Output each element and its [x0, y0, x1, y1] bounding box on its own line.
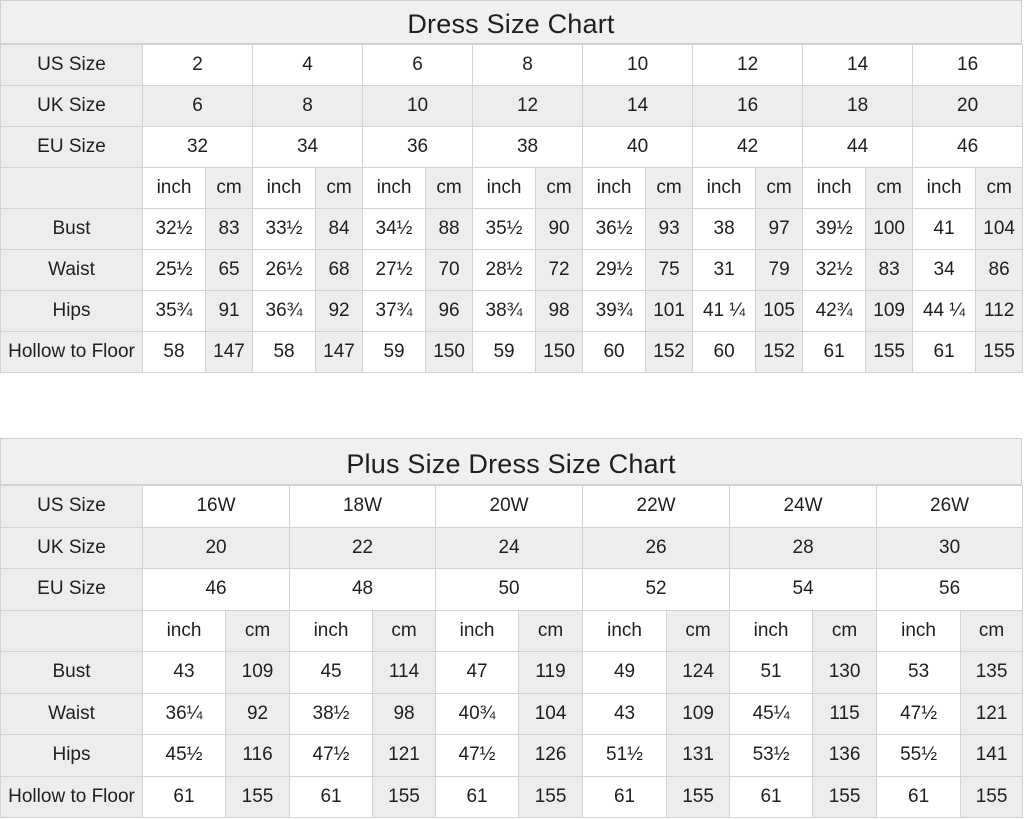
unit-inch-header: inch: [143, 610, 226, 652]
cm-value-cell: 126: [519, 735, 583, 777]
inch-value-cell: 27½: [363, 250, 426, 291]
size-cell: 50: [436, 569, 583, 611]
cm-value-cell: 121: [961, 693, 1023, 735]
inch-value-cell: 47½: [290, 735, 373, 777]
inch-value-cell: 43: [583, 693, 667, 735]
inch-value-cell: 60: [693, 332, 756, 373]
cm-value-cell: 109: [226, 652, 290, 694]
inch-value-cell: 45¼: [730, 693, 813, 735]
cm-value-cell: 79: [756, 250, 803, 291]
row-label: Hips: [1, 291, 143, 332]
size-cell: 16: [693, 86, 803, 127]
size-cell: 48: [290, 569, 436, 611]
inch-value-cell: 36½: [583, 209, 646, 250]
chart-title: Plus Size Dress Size Chart: [0, 438, 1022, 485]
unit-inch-header: inch: [290, 610, 373, 652]
measurement-row: [1, 735, 1023, 777]
cm-value-cell: 91: [206, 291, 253, 332]
size-cell: 44: [803, 127, 913, 168]
unit-cm-header: cm: [961, 610, 1023, 652]
unit-inch-header: inch: [583, 610, 667, 652]
inch-value-cell: 61: [803, 332, 866, 373]
size-cell: 46: [913, 127, 1023, 168]
cm-value-cell: 121: [373, 735, 436, 777]
unit-inch-header: inch: [803, 168, 866, 209]
inch-value-cell: 61: [143, 776, 226, 818]
cm-value-cell: 155: [226, 776, 290, 818]
us-size-row: [1, 486, 1023, 528]
inch-value-cell: 47½: [436, 735, 519, 777]
size-cell: 36: [363, 127, 473, 168]
unit-cm-header: cm: [226, 610, 290, 652]
inch-value-cell: 38½: [290, 693, 373, 735]
size-cell: 18W: [290, 486, 436, 528]
uk-size-row: [1, 86, 1023, 127]
inch-value-cell: 34½: [363, 209, 426, 250]
cm-value-cell: 98: [536, 291, 583, 332]
uk-size-row: [1, 527, 1023, 569]
cm-value-cell: 70: [426, 250, 473, 291]
size-cell: 14: [583, 86, 693, 127]
inch-value-cell: 40¾: [436, 693, 519, 735]
inch-value-cell: 45½: [143, 735, 226, 777]
unit-inch-header: inch: [363, 168, 426, 209]
inch-value-cell: 34: [913, 250, 976, 291]
row-label: Hips: [1, 735, 143, 777]
cm-value-cell: 83: [206, 209, 253, 250]
inch-value-cell: 43: [143, 652, 226, 694]
unit-cm-header: cm: [426, 168, 473, 209]
inch-value-cell: 53½: [730, 735, 813, 777]
row-label: Hollow to Floor: [1, 332, 143, 373]
inch-value-cell: 49: [583, 652, 667, 694]
measurement-row: [1, 652, 1023, 694]
size-cell: 34: [253, 127, 363, 168]
row-label: Waist: [1, 693, 143, 735]
size-cell: 22W: [583, 486, 730, 528]
inch-value-cell: 38: [693, 209, 756, 250]
inch-value-cell: 35¾: [143, 291, 206, 332]
size-cell: 6: [143, 86, 253, 127]
row-label: UK Size: [1, 86, 143, 127]
unit-inch-header: inch: [730, 610, 813, 652]
size-cell: 24: [436, 527, 583, 569]
unit-cm-header: cm: [373, 610, 436, 652]
row-label-empty: [1, 168, 143, 209]
size-cell: 14: [803, 45, 913, 86]
cm-value-cell: 150: [426, 332, 473, 373]
cm-value-cell: 119: [519, 652, 583, 694]
cm-value-cell: 92: [316, 291, 363, 332]
size-cell: 10: [583, 45, 693, 86]
unit-inch-header: inch: [877, 610, 961, 652]
cm-value-cell: 104: [519, 693, 583, 735]
measurement-row: [1, 291, 1023, 332]
cm-value-cell: 116: [226, 735, 290, 777]
inch-value-cell: 47: [436, 652, 519, 694]
cm-value-cell: 68: [316, 250, 363, 291]
unit-cm-header: cm: [667, 610, 730, 652]
unit-inch-header: inch: [143, 168, 206, 209]
inch-value-cell: 47½: [877, 693, 961, 735]
inch-value-cell: 36¼: [143, 693, 226, 735]
size-cell: 24W: [730, 486, 877, 528]
cm-value-cell: 112: [976, 291, 1023, 332]
row-label: US Size: [1, 45, 143, 86]
cm-value-cell: 65: [206, 250, 253, 291]
row-label: Hollow to Floor: [1, 776, 143, 818]
size-cell: 8: [473, 45, 583, 86]
inch-value-cell: 39¾: [583, 291, 646, 332]
size-cell: 22: [290, 527, 436, 569]
row-label-empty: [1, 610, 143, 652]
size-cell: 16W: [143, 486, 290, 528]
inch-value-cell: 51½: [583, 735, 667, 777]
row-label: UK Size: [1, 527, 143, 569]
inch-value-cell: 61: [436, 776, 519, 818]
cm-value-cell: 86: [976, 250, 1023, 291]
inch-value-cell: 61: [913, 332, 976, 373]
size-cell: 12: [473, 86, 583, 127]
inch-value-cell: 61: [583, 776, 667, 818]
cm-value-cell: 92: [226, 693, 290, 735]
eu-size-row: [1, 127, 1023, 168]
measurement-row: [1, 693, 1023, 735]
row-label: EU Size: [1, 569, 143, 611]
cm-value-cell: 130: [813, 652, 877, 694]
unit-header-row: [1, 610, 1023, 652]
size-cell: 20: [913, 86, 1023, 127]
unit-inch-header: inch: [913, 168, 976, 209]
inch-value-cell: 32½: [143, 209, 206, 250]
size-table: [0, 44, 1023, 373]
size-cell: 26: [583, 527, 730, 569]
size-cell: 2: [143, 45, 253, 86]
inch-value-cell: 39½: [803, 209, 866, 250]
size-cell: 42: [693, 127, 803, 168]
inch-value-cell: 32½: [803, 250, 866, 291]
inch-value-cell: 35½: [473, 209, 536, 250]
size-cell: 16: [913, 45, 1023, 86]
unit-inch-header: inch: [253, 168, 316, 209]
size-cell: 32: [143, 127, 253, 168]
unit-cm-header: cm: [646, 168, 693, 209]
unit-cm-header: cm: [206, 168, 253, 209]
inch-value-cell: 61: [290, 776, 373, 818]
unit-cm-header: cm: [813, 610, 877, 652]
cm-value-cell: 75: [646, 250, 693, 291]
unit-inch-header: inch: [583, 168, 646, 209]
cm-value-cell: 155: [976, 332, 1023, 373]
inch-value-cell: 55½: [877, 735, 961, 777]
unit-cm-header: cm: [976, 168, 1023, 209]
inch-value-cell: 41 ¼: [693, 291, 756, 332]
size-cell: 30: [877, 527, 1023, 569]
cm-value-cell: 141: [961, 735, 1023, 777]
cm-value-cell: 114: [373, 652, 436, 694]
cm-value-cell: 155: [519, 776, 583, 818]
cm-value-cell: 155: [373, 776, 436, 818]
inch-value-cell: 41: [913, 209, 976, 250]
size-table: [0, 485, 1023, 818]
measurement-row: [1, 209, 1023, 250]
inch-value-cell: 45: [290, 652, 373, 694]
plus-size-dress-size-chart: [0, 438, 1022, 818]
inch-value-cell: 33½: [253, 209, 316, 250]
size-cell: 18: [803, 86, 913, 127]
inch-value-cell: 25½: [143, 250, 206, 291]
size-cell: 40: [583, 127, 693, 168]
inch-value-cell: 51: [730, 652, 813, 694]
cm-value-cell: 93: [646, 209, 693, 250]
cm-value-cell: 109: [866, 291, 913, 332]
inch-value-cell: 59: [363, 332, 426, 373]
section-gap: [0, 382, 1024, 438]
cm-value-cell: 147: [316, 332, 363, 373]
size-cell: 20W: [436, 486, 583, 528]
row-label: US Size: [1, 486, 143, 528]
unit-inch-header: inch: [693, 168, 756, 209]
unit-header-row: [1, 168, 1023, 209]
row-label: Waist: [1, 250, 143, 291]
size-cell: 56: [877, 569, 1023, 611]
unit-header-row-group: [1, 610, 1023, 652]
unit-inch-header: inch: [436, 610, 519, 652]
cm-value-cell: 83: [866, 250, 913, 291]
chart-title: Dress Size Chart: [0, 0, 1022, 44]
size-cell: 28: [730, 527, 877, 569]
unit-header-row-group: [1, 168, 1023, 209]
size-cell: 46: [143, 569, 290, 611]
size-cell: 52: [583, 569, 730, 611]
cm-value-cell: 72: [536, 250, 583, 291]
cm-value-cell: 155: [866, 332, 913, 373]
measurement-row: [1, 332, 1023, 373]
cm-value-cell: 155: [961, 776, 1023, 818]
size-cell: 20: [143, 527, 290, 569]
cm-value-cell: 88: [426, 209, 473, 250]
measurement-rows: [1, 652, 1023, 818]
us-size-row: [1, 45, 1023, 86]
cm-value-cell: 155: [813, 776, 877, 818]
size-cell: 12: [693, 45, 803, 86]
inch-value-cell: 42¾: [803, 291, 866, 332]
cm-value-cell: 131: [667, 735, 730, 777]
cm-value-cell: 150: [536, 332, 583, 373]
row-label: EU Size: [1, 127, 143, 168]
cm-value-cell: 98: [373, 693, 436, 735]
inch-value-cell: 37¾: [363, 291, 426, 332]
size-cell: 38: [473, 127, 583, 168]
inch-value-cell: 60: [583, 332, 646, 373]
size-cell: 26W: [877, 486, 1023, 528]
cm-value-cell: 109: [667, 693, 730, 735]
cm-value-cell: 100: [866, 209, 913, 250]
unit-cm-header: cm: [519, 610, 583, 652]
cm-value-cell: 84: [316, 209, 363, 250]
cm-value-cell: 124: [667, 652, 730, 694]
cm-value-cell: 101: [646, 291, 693, 332]
size-cell: 4: [253, 45, 363, 86]
size-cell: 8: [253, 86, 363, 127]
inch-value-cell: 61: [730, 776, 813, 818]
inch-value-cell: 61: [877, 776, 961, 818]
unit-cm-header: cm: [866, 168, 913, 209]
row-label: Bust: [1, 209, 143, 250]
dress-size-chart: [0, 0, 1022, 373]
inch-value-cell: 28½: [473, 250, 536, 291]
unit-cm-header: cm: [316, 168, 363, 209]
inch-value-cell: 59: [473, 332, 536, 373]
inch-value-cell: 36¾: [253, 291, 316, 332]
inch-value-cell: 44 ¼: [913, 291, 976, 332]
cm-value-cell: 104: [976, 209, 1023, 250]
cm-value-cell: 105: [756, 291, 803, 332]
inch-value-cell: 58: [143, 332, 206, 373]
cm-value-cell: 90: [536, 209, 583, 250]
size-cell: 6: [363, 45, 473, 86]
cm-value-cell: 152: [756, 332, 803, 373]
cm-value-cell: 135: [961, 652, 1023, 694]
cm-value-cell: 115: [813, 693, 877, 735]
inch-value-cell: 26½: [253, 250, 316, 291]
eu-size-row: [1, 569, 1023, 611]
measurement-row: [1, 776, 1023, 818]
cm-value-cell: 152: [646, 332, 693, 373]
cm-value-cell: 96: [426, 291, 473, 332]
unit-cm-header: cm: [536, 168, 583, 209]
inch-value-cell: 38¾: [473, 291, 536, 332]
inch-value-cell: 31: [693, 250, 756, 291]
size-cell: 10: [363, 86, 473, 127]
row-label: Bust: [1, 652, 143, 694]
cm-value-cell: 136: [813, 735, 877, 777]
inch-value-cell: 53: [877, 652, 961, 694]
cm-value-cell: 97: [756, 209, 803, 250]
measurement-row: [1, 250, 1023, 291]
inch-value-cell: 29½: [583, 250, 646, 291]
cm-value-cell: 147: [206, 332, 253, 373]
unit-cm-header: cm: [756, 168, 803, 209]
size-cell: 54: [730, 569, 877, 611]
measurement-rows: [1, 209, 1023, 373]
unit-inch-header: inch: [473, 168, 536, 209]
inch-value-cell: 58: [253, 332, 316, 373]
cm-value-cell: 155: [667, 776, 730, 818]
